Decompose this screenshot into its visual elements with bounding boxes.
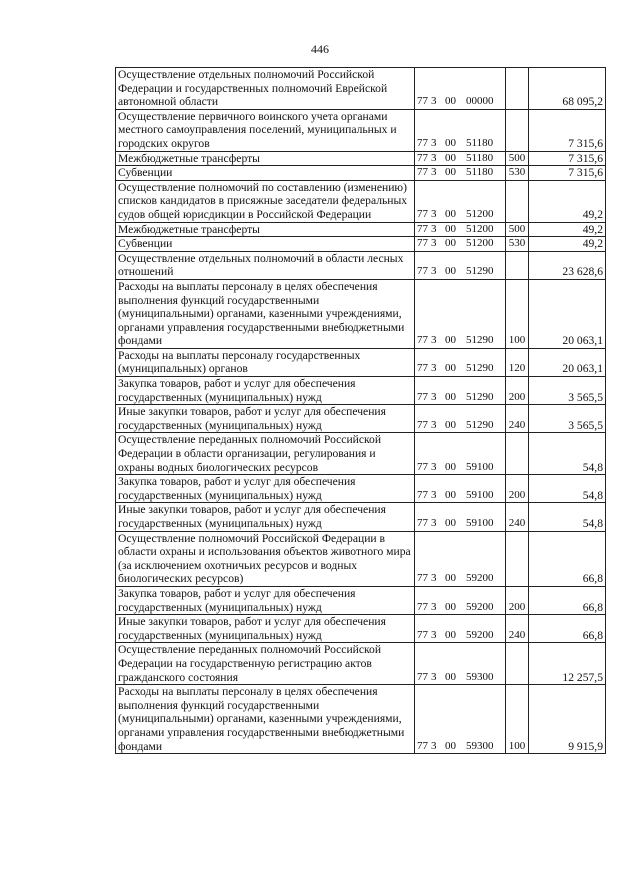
row-name-cell: Закупка товаров, работ и услуг для обеспечения государственных (муниципальных) нужд xyxy=(116,475,415,503)
code-part: 51200 xyxy=(466,237,494,250)
row-name-cell: Расходы на выплаты персоналу в целях обеспечения выполнения функций государственными (муниципальными) органами, казенными учреждениями, органами управления государственными внебюджетными фондами xyxy=(116,279,415,348)
row-name-cell: Межбюджетные трансферты xyxy=(116,222,415,237)
row-expense-type-cell: 530 xyxy=(506,166,529,181)
code-part: 00 xyxy=(445,237,456,250)
code-part: 00 xyxy=(445,207,456,220)
code-part: 77 xyxy=(417,95,428,108)
row-sum-cell: 3 565,5 xyxy=(529,405,606,433)
row-name-cell: Расходы на выплаты персоналу в целях обеспечения выполнения функций государственными (муниципальными) органами, казенными учреждениями, органами управления государственными внебюджетными фондами xyxy=(116,685,415,754)
code-part: 51200 xyxy=(466,222,494,235)
row-expense-type-cell xyxy=(506,109,529,151)
row-code-cell xyxy=(415,377,506,405)
code-part: 77 xyxy=(417,628,428,641)
table-row xyxy=(116,503,606,531)
code-part: 00 xyxy=(445,460,456,473)
code-part: 00 xyxy=(445,390,456,403)
row-code-cell xyxy=(415,615,506,643)
code-part: 00 xyxy=(445,670,456,683)
row-sum-cell: 9 915,9 xyxy=(529,685,606,754)
code-part: 00 xyxy=(445,265,456,278)
table-row xyxy=(116,348,606,376)
table-row xyxy=(116,531,606,586)
row-code-cell xyxy=(415,222,506,237)
code-part: 3 xyxy=(431,628,437,641)
table-row xyxy=(116,685,606,754)
code-part: 77 xyxy=(417,237,428,250)
row-code-cell xyxy=(415,68,506,110)
code-part: 77 xyxy=(417,222,428,235)
code-part: 3 xyxy=(431,95,437,108)
code-part: 77 xyxy=(417,166,428,179)
row-sum-cell: 7 315,6 xyxy=(529,166,606,181)
row-code-cell xyxy=(415,531,506,586)
code-part: 3 xyxy=(431,517,437,529)
row-expense-type-cell: 200 xyxy=(506,586,529,614)
row-sum-cell: 66,8 xyxy=(529,586,606,614)
row-sum-cell: 66,8 xyxy=(529,531,606,586)
table-row xyxy=(116,237,606,252)
row-sum-cell: 54,8 xyxy=(529,503,606,531)
code-part: 59200 xyxy=(466,628,494,641)
code-part: 51180 xyxy=(466,136,494,149)
code-part: 59200 xyxy=(466,572,494,585)
code-part: 51290 xyxy=(466,334,494,347)
row-name-cell: Закупка товаров, работ и услуг для обеспечения государственных (муниципальных) нужд xyxy=(116,586,415,614)
code-part: 00 xyxy=(445,517,456,529)
table-row xyxy=(116,377,606,405)
row-sum-cell: 49,2 xyxy=(529,237,606,252)
row-code-cell xyxy=(415,166,506,181)
row-expense-type-cell xyxy=(506,68,529,110)
code-part: 77 xyxy=(417,136,428,149)
row-expense-type-cell: 200 xyxy=(506,475,529,503)
row-name-cell: Осуществление переданных полномочий Российской Федерации на государственную регистрацию актов гражданского состояния xyxy=(116,643,415,685)
row-expense-type-cell xyxy=(506,180,529,222)
row-code-cell xyxy=(415,685,506,754)
code-part: 3 xyxy=(431,151,437,164)
row-sum-cell: 7 315,6 xyxy=(529,151,606,166)
code-part: 59200 xyxy=(466,600,494,613)
table-row xyxy=(116,151,606,166)
code-part: 00 xyxy=(445,418,456,431)
code-part: 3 xyxy=(431,237,437,250)
code-part: 51290 xyxy=(466,265,494,278)
code-part: 77 xyxy=(417,334,428,347)
code-part: 00 xyxy=(445,95,456,108)
table-row xyxy=(116,475,606,503)
code-part: 3 xyxy=(431,460,437,473)
row-code-cell xyxy=(415,475,506,503)
code-part: 3 xyxy=(431,222,437,235)
budget-table xyxy=(115,67,606,754)
row-name-cell: Закупка товаров, работ и услуг для обеспечения государственных (муниципальных) нужд xyxy=(116,377,415,405)
code-part: 00 xyxy=(445,222,456,235)
row-expense-type-cell: 240 xyxy=(506,405,529,433)
row-sum-cell: 23 628,6 xyxy=(529,251,606,279)
code-part: 3 xyxy=(431,166,437,179)
row-expense-type-cell: 500 xyxy=(506,222,529,237)
row-sum-cell: 20 063,1 xyxy=(529,279,606,348)
code-part: 59100 xyxy=(466,517,494,529)
row-sum-cell: 54,8 xyxy=(529,475,606,503)
code-part: 77 xyxy=(417,151,428,164)
table-row xyxy=(116,405,606,433)
code-part: 51290 xyxy=(466,390,494,403)
code-part: 51180 xyxy=(466,151,494,164)
code-part: 00 xyxy=(445,572,456,585)
code-part: 59300 xyxy=(466,670,494,683)
code-part: 77 xyxy=(417,265,428,278)
row-code-cell xyxy=(415,503,506,531)
code-part: 3 xyxy=(431,670,437,683)
row-sum-cell: 68 095,2 xyxy=(529,68,606,110)
row-name-cell: Субвенции xyxy=(116,237,415,252)
row-expense-type-cell: 100 xyxy=(506,685,529,754)
row-code-cell xyxy=(415,405,506,433)
row-name-cell: Субвенции xyxy=(116,166,415,181)
code-part: 77 xyxy=(417,362,428,375)
code-part: 00 xyxy=(445,166,456,179)
code-part: 3 xyxy=(431,390,437,403)
code-part: 59300 xyxy=(466,739,494,752)
row-code-cell xyxy=(415,279,506,348)
row-expense-type-cell: 530 xyxy=(506,237,529,252)
table-row xyxy=(116,180,606,222)
row-code-cell xyxy=(415,348,506,376)
row-expense-type-cell xyxy=(506,643,529,685)
table-row xyxy=(116,615,606,643)
row-code-cell xyxy=(415,237,506,252)
row-sum-cell: 20 063,1 xyxy=(529,348,606,376)
row-expense-type-cell xyxy=(506,251,529,279)
code-part: 3 xyxy=(431,418,437,431)
row-expense-type-cell: 100 xyxy=(506,279,529,348)
code-part: 77 xyxy=(417,572,428,585)
row-expense-type-cell: 240 xyxy=(506,503,529,531)
code-part: 77 xyxy=(417,390,428,403)
row-name-cell: Осуществление отдельных полномочий в области лесных отношений xyxy=(116,251,415,279)
table-row xyxy=(116,643,606,685)
row-sum-cell: 3 565,5 xyxy=(529,377,606,405)
budget-table-container xyxy=(115,67,603,754)
row-sum-cell: 12 257,5 xyxy=(529,643,606,685)
code-part: 59100 xyxy=(466,488,494,501)
code-part: 77 xyxy=(417,670,428,683)
code-part: 51180 xyxy=(466,166,494,179)
row-expense-type-cell: 120 xyxy=(506,348,529,376)
code-part: 3 xyxy=(431,362,437,375)
code-part: 51200 xyxy=(466,207,494,220)
row-sum-cell: 66,8 xyxy=(529,615,606,643)
row-code-cell xyxy=(415,251,506,279)
code-part: 51290 xyxy=(466,362,494,375)
table-row xyxy=(116,68,606,110)
budget-table-body xyxy=(116,68,606,754)
code-part: 51290 xyxy=(466,418,494,431)
row-expense-type-cell: 200 xyxy=(506,377,529,405)
code-part: 77 xyxy=(417,600,428,613)
row-sum-cell: 49,2 xyxy=(529,180,606,222)
row-name-cell: Иные закупки товаров, работ и услуг для обеспечения государственных (муниципальных) нужд xyxy=(116,503,415,531)
table-row xyxy=(116,166,606,181)
code-part: 3 xyxy=(431,572,437,585)
code-part: 77 xyxy=(417,460,428,473)
page-number: 446 xyxy=(311,42,329,56)
row-sum-cell: 49,2 xyxy=(529,222,606,237)
row-sum-cell: 54,8 xyxy=(529,433,606,475)
row-name-cell: Иные закупки товаров, работ и услуг для обеспечения государственных (муниципальных) нужд xyxy=(116,615,415,643)
code-part: 3 xyxy=(431,265,437,278)
row-expense-type-cell xyxy=(506,531,529,586)
row-code-cell xyxy=(415,643,506,685)
row-name-cell: Расходы на выплаты персоналу государственных (муниципальных) органов xyxy=(116,348,415,376)
code-part: 3 xyxy=(431,207,437,220)
code-part: 3 xyxy=(431,136,437,149)
row-name-cell: Осуществление переданных полномочий Российской Федерации в области организации, регулирования и охраны водных биологических ресурсов xyxy=(116,433,415,475)
row-name-cell: Осуществление полномочий по составлению (изменению) списков кандидатов в присяжные заседатели федеральных судов общей юрисдикции в Российской Федерации xyxy=(116,180,415,222)
table-row xyxy=(116,251,606,279)
row-code-cell xyxy=(415,180,506,222)
code-part: 00 xyxy=(445,151,456,164)
code-part: 3 xyxy=(431,600,437,613)
code-part: 00000 xyxy=(466,95,494,108)
code-part: 77 xyxy=(417,517,428,529)
table-row xyxy=(116,222,606,237)
code-part: 00 xyxy=(445,739,456,752)
row-name-cell: Осуществление первичного воинского учета органами местного самоуправления поселений, муниципальных и городских округов xyxy=(116,109,415,151)
row-name-cell: Осуществление отдельных полномочий Российской Федерации и государственных полномочий Еврейской автономной области xyxy=(116,68,415,110)
code-part: 3 xyxy=(431,334,437,347)
code-part: 00 xyxy=(445,488,456,501)
row-sum-cell: 7 315,6 xyxy=(529,109,606,151)
row-name-cell: Иные закупки товаров, работ и услуг для обеспечения государственных (муниципальных) нужд xyxy=(116,405,415,433)
code-part: 00 xyxy=(445,628,456,641)
table-row xyxy=(116,279,606,348)
code-part: 77 xyxy=(417,739,428,752)
code-part: 59100 xyxy=(466,460,494,473)
code-part: 3 xyxy=(431,488,437,501)
row-code-cell xyxy=(415,586,506,614)
code-part: 77 xyxy=(417,418,428,431)
code-part: 00 xyxy=(445,362,456,375)
code-part: 77 xyxy=(417,207,428,220)
row-expense-type-cell: 240 xyxy=(506,615,529,643)
row-name-cell: Осуществление полномочий Российской Федерации в области охраны и использования объектов животного мира (за исключением охотничьих ресурсов и водных биологических ресурсов) xyxy=(116,531,415,586)
row-code-cell xyxy=(415,433,506,475)
row-code-cell xyxy=(415,109,506,151)
row-code-cell xyxy=(415,151,506,166)
table-row xyxy=(116,433,606,475)
row-expense-type-cell: 500 xyxy=(506,151,529,166)
row-expense-type-cell xyxy=(506,433,529,475)
code-part: 00 xyxy=(445,600,456,613)
code-part: 3 xyxy=(431,739,437,752)
code-part: 00 xyxy=(445,334,456,347)
row-name-cell: Межбюджетные трансферты xyxy=(116,151,415,166)
code-part: 77 xyxy=(417,488,428,501)
table-row xyxy=(116,586,606,614)
table-row xyxy=(116,109,606,151)
code-part: 00 xyxy=(445,136,456,149)
